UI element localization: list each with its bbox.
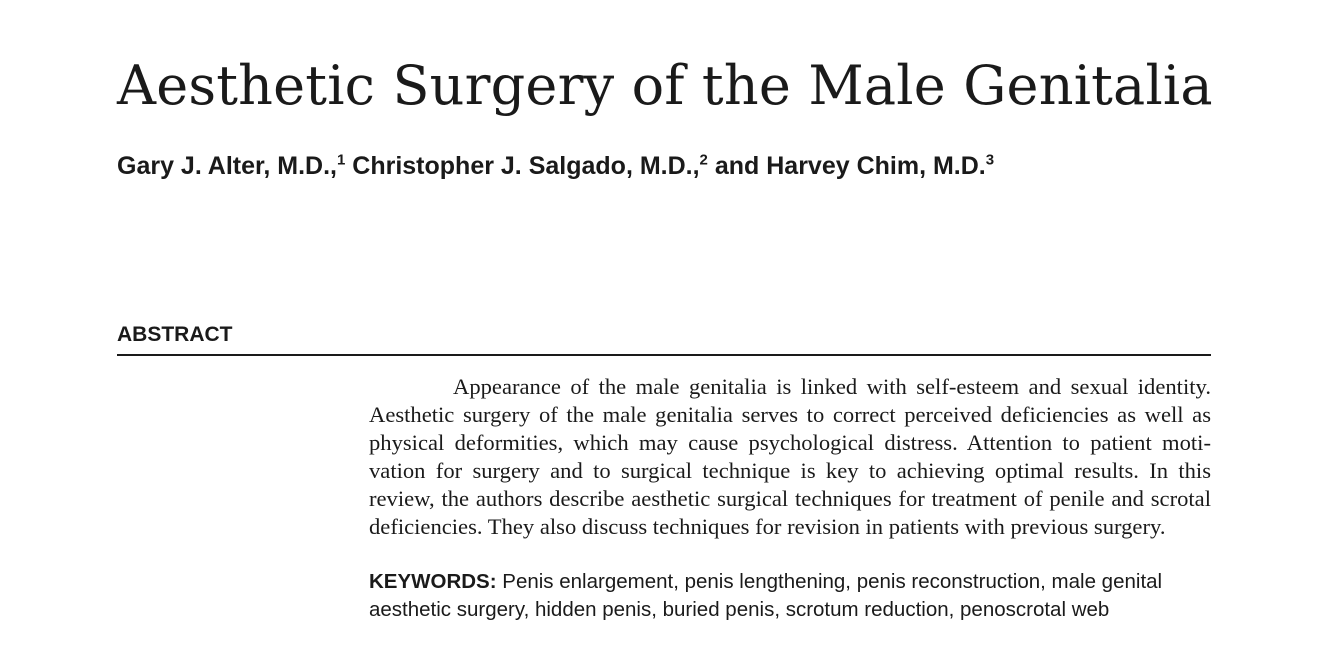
- section-divider: [117, 354, 1211, 356]
- author-affiliation-marker: 2: [699, 151, 708, 169]
- author-affiliation-marker: 1: [336, 151, 346, 169]
- abstract-heading: ABSTRACT: [117, 323, 233, 346]
- keywords-text: Penis enlargement, penis lengthening, penis reconstruction, male genital aesthetic surgery, hidden penis, buried penis, scrotum reduction, penoscrotal web: [369, 570, 1163, 621]
- author-line: [117, 148, 994, 184]
- author-name: Gary J. Alter, M.D.,: [117, 152, 337, 180]
- abstract-body: Appearance of the male genitalia is linked with self-esteem and sexual identity. Aesthetic surgery of the male genitalia serves to correct perceived deficiencies as well as physical deformities, which may cause psychological distress. Attention to patient motivation for surgery and to surgical technique is key to achieving optimal results. In this review, the authors describe aesthetic surgical techniques for treatment of penile and scrotal deficiencies. They also discuss techniques for revision in patients with previous surgery.: [369, 374, 1211, 539]
- keywords-label: KEYWORDS:: [369, 570, 497, 593]
- paper-title: Aesthetic Surgery of the Male Genitalia: [117, 54, 1213, 117]
- keywords-paragraph: [369, 568, 1211, 624]
- author-name: Christopher J. Salgado, M.D.,: [352, 152, 700, 180]
- author-affiliation-marker: 3: [985, 151, 995, 169]
- author-name: and Harvey Chim, M.D.: [714, 152, 986, 180]
